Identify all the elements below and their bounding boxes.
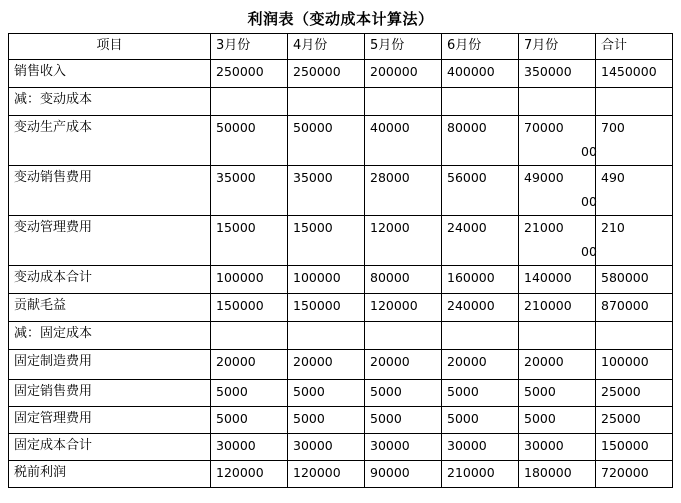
cell-value: 20000 xyxy=(365,350,442,380)
cell-value xyxy=(211,88,288,116)
cell-value-fragment: 00 xyxy=(581,244,597,259)
cell-value: 28000 xyxy=(365,166,442,216)
cell-value: 20000 xyxy=(211,350,288,380)
cell-value: 150000 xyxy=(596,434,673,461)
header-month-5: 7月份 xyxy=(519,34,596,60)
cell-value xyxy=(288,322,365,350)
cell-value: 20000 xyxy=(519,350,596,380)
cell-value: 15000 xyxy=(288,216,365,266)
cell-value xyxy=(519,322,596,350)
cell-value xyxy=(581,216,673,266)
table-row xyxy=(9,434,673,461)
cell-value: 25000 xyxy=(596,407,673,434)
cell-value: 70000 xyxy=(519,116,596,166)
cell-value xyxy=(442,88,519,116)
row-label: 减：固定成本 xyxy=(9,322,211,350)
income-statement-table xyxy=(8,33,673,488)
cell-value: 24000 xyxy=(442,216,519,266)
cell-value: 12000 xyxy=(365,216,442,266)
cell-value-fragment: 490 xyxy=(601,170,625,185)
cell-value: 5000 xyxy=(365,380,442,407)
cell-value: 21000 xyxy=(519,216,596,266)
cell-value: 150000 xyxy=(211,294,288,322)
cell-value xyxy=(365,322,442,350)
row-label: 销售收入 xyxy=(9,60,211,88)
cell-value: 140000 xyxy=(519,266,596,294)
cell-value: 720000 xyxy=(596,461,673,488)
cell-value: 5000 xyxy=(519,380,596,407)
table-row xyxy=(9,461,673,488)
cell-value xyxy=(211,322,288,350)
cell-value: 5000 xyxy=(442,380,519,407)
cell-value: 49000 xyxy=(519,166,596,216)
cell-value: 80000 xyxy=(365,266,442,294)
cell-value xyxy=(519,88,596,116)
cell-value: 90000 xyxy=(365,461,442,488)
cell-value: 120000 xyxy=(365,294,442,322)
header-row xyxy=(9,34,673,60)
cell-value: 56000 xyxy=(442,166,519,216)
cell-value: 160000 xyxy=(442,266,519,294)
row-label: 固定管理费用 xyxy=(9,407,211,434)
cell-value: 5000 xyxy=(211,380,288,407)
cell-value: 5000 xyxy=(442,407,519,434)
cell-value: 30000 xyxy=(365,434,442,461)
header-month-4: 6月份 xyxy=(442,34,519,60)
cell-value-fragment: 700 xyxy=(601,120,625,135)
cell-value xyxy=(581,166,673,216)
header-month-6: 合计 xyxy=(596,34,673,60)
header-month-3: 5月份 xyxy=(365,34,442,60)
cell-value: 150000 xyxy=(288,294,365,322)
table-row xyxy=(9,322,673,350)
cell-value: 35000 xyxy=(211,166,288,216)
cell-value: 870000 xyxy=(596,294,673,322)
row-label: 变动生产成本 xyxy=(9,116,211,166)
cell-value-fragment: 210 xyxy=(601,220,625,235)
cell-value: 20000 xyxy=(288,350,365,380)
table-row xyxy=(9,60,673,88)
cell-value: 400000 xyxy=(442,60,519,88)
table-title: 利润表（变动成本计算法） xyxy=(247,10,434,28)
cell-value: 30000 xyxy=(211,434,288,461)
cell-value-fragment: 00 xyxy=(581,144,597,159)
row-label: 变动销售费用 xyxy=(9,166,211,216)
row-label: 贡献毛益 xyxy=(9,294,211,322)
row-label: 固定成本合计 xyxy=(9,434,211,461)
cell-value: 250000 xyxy=(211,60,288,88)
row-label: 减：变动成本 xyxy=(9,88,211,116)
cell-value: 30000 xyxy=(288,434,365,461)
cell-value: 40000 xyxy=(365,116,442,166)
table-row xyxy=(9,216,673,266)
table-row xyxy=(9,407,673,434)
table-row xyxy=(9,116,673,166)
cell-value: 200000 xyxy=(365,60,442,88)
cell-value: 30000 xyxy=(442,434,519,461)
cell-value: 5000 xyxy=(288,407,365,434)
cell-value: 35000 xyxy=(288,166,365,216)
cell-value xyxy=(365,88,442,116)
cell-value: 100000 xyxy=(596,350,673,380)
cell-value: 80000 xyxy=(442,116,519,166)
cell-value: 120000 xyxy=(288,461,365,488)
cell-value: 180000 xyxy=(519,461,596,488)
table-row xyxy=(9,88,673,116)
cell-value: 350000 xyxy=(519,60,596,88)
header-month-2: 4月份 xyxy=(288,34,365,60)
cell-value: 20000 xyxy=(442,350,519,380)
cell-value: 210000 xyxy=(519,294,596,322)
row-label: 变动成本合计 xyxy=(9,266,211,294)
cell-value: 250000 xyxy=(288,60,365,88)
cell-value: 5000 xyxy=(288,380,365,407)
cell-value: 15000 xyxy=(211,216,288,266)
table-row xyxy=(9,294,673,322)
cell-value xyxy=(596,322,673,350)
cell-value: 240000 xyxy=(442,294,519,322)
cell-value: 100000 xyxy=(211,266,288,294)
cell-value: 5000 xyxy=(519,407,596,434)
cell-value: 50000 xyxy=(288,116,365,166)
row-label: 变动管理费用 xyxy=(9,216,211,266)
cell-value: 580000 xyxy=(596,266,673,294)
header-month-1: 3月份 xyxy=(211,34,288,60)
cell-value: 25000 xyxy=(596,380,673,407)
row-label: 固定制造费用 xyxy=(9,350,211,380)
row-label: 税前利润 xyxy=(9,461,211,488)
cell-value: 210000 xyxy=(442,461,519,488)
cell-value xyxy=(581,116,673,166)
table-row xyxy=(9,380,673,407)
row-label: 固定销售费用 xyxy=(9,380,211,407)
cell-value: 30000 xyxy=(519,434,596,461)
cell-value: 100000 xyxy=(288,266,365,294)
header-item: 项目 xyxy=(9,34,211,60)
cell-value-fragment: 00 xyxy=(581,194,597,209)
cell-value xyxy=(288,88,365,116)
table-row xyxy=(9,266,673,294)
cell-value xyxy=(442,322,519,350)
cell-value: 1450000 xyxy=(596,60,673,88)
cell-value: 5000 xyxy=(365,407,442,434)
table-row xyxy=(9,166,673,216)
cell-value xyxy=(596,88,673,116)
cell-value: 5000 xyxy=(211,407,288,434)
cell-value: 50000 xyxy=(211,116,288,166)
cell-value: 120000 xyxy=(211,461,288,488)
table-row xyxy=(9,350,673,380)
